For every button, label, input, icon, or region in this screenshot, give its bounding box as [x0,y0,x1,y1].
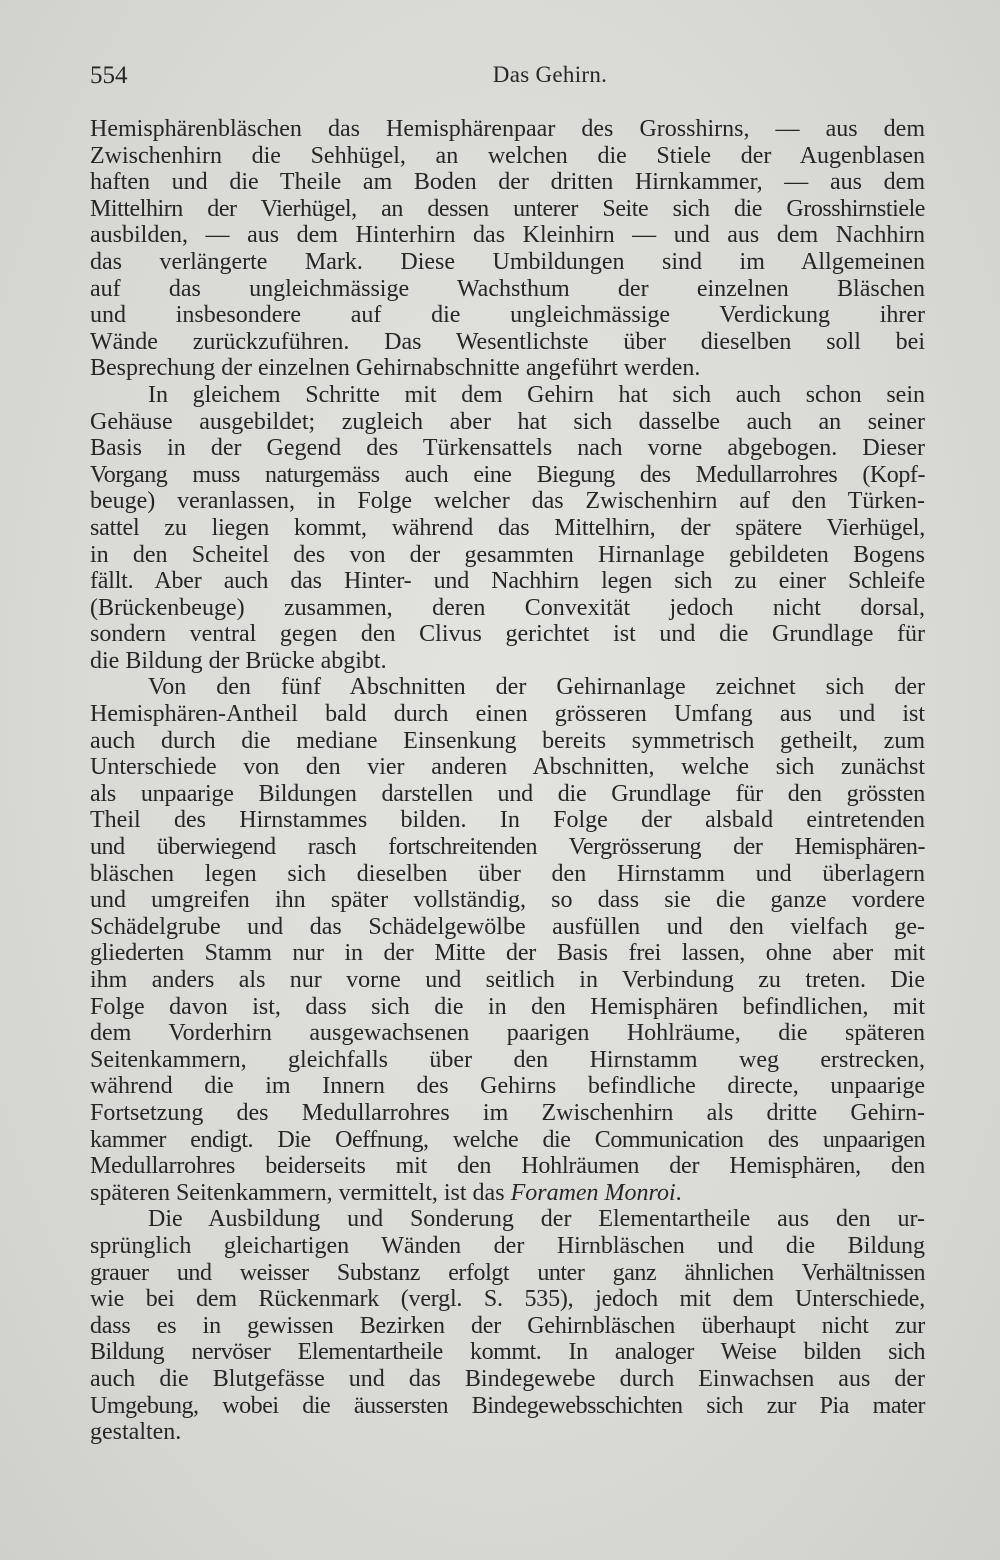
text-line: Wände zurückzuführen. Das Wesentlichste über dieselben soll bei [90,328,925,355]
text-line: Umgebung, wobei die äussersten Bindegewebsschichten sich zur Pia mater [90,1392,925,1419]
text-line: Von den fünf Abschnitten der Gehirnanlage zeichnet sich der [148,674,925,701]
text-line: Vorgang muss naturgemäss auch eine Biegung des Medullarrohres (Kopf- [90,461,925,488]
text-line: gliederten Stamm nur in der Mitte der Basis frei lassen, ohne aber mit [90,940,925,967]
running-title: Das Gehirn. [492,62,608,87]
text-line: sondern ventral gegen den Clivus gerichtet ist und die Grundlage für [90,621,925,648]
text-line: und überwiegend rasch fortschreitenden Vergrösserung der Hemisphären- [90,834,925,861]
paragraph-4 [90,1206,925,1445]
text-line: und umgreifen ihn später vollständig, so dass sie die ganze vordere [90,887,925,914]
text-line: Medullarrohres beiderseits mit den Hohlräumen der Hemisphären, den [90,1153,925,1180]
text-line: das verlängerte Mark. Diese Umbildungen sind im Allgemeinen [90,248,925,275]
latin-term: Foramen Monroi [510,1179,676,1206]
paragraph-3 [90,674,925,1206]
text-line: wie bei dem Rückenmark (vergl. S. 535), jedoch mit dem Unterschiede, [90,1286,925,1313]
text-line: auch durch die mediane Einsenkung bereits symmetrisch getheilt, zum [90,727,925,754]
text-line: auf das ungleichmässige Wachsthum der einzelnen Bläschen [90,275,925,302]
text-line: Gehäuse ausgebildet; zugleich aber hat sich dasselbe auch an seiner [90,408,925,435]
text-line: ihm anders als nur vorne und seitlich in Verbindung zu treten. Die [90,967,925,993]
text-line: ausbilden, — aus dem Hinterhirn das Kleinhirn — und aus dem Nachhirn [90,222,925,249]
paragraph-1 [90,116,925,382]
text-line: Zwischenhirn die Sehhügel, an welchen die Stiele der Augenblasen [90,142,925,169]
text-line: Unterschiede von den vier anderen Abschnitten, welche sich zunächst [90,754,925,781]
text-line: während die im Innern des Gehirns befindliche directe, unpaarige [90,1073,925,1100]
page-header [90,62,925,96]
body-text [90,116,925,1446]
text-line: in den Scheitel des von der gesammten Hirnanlage gebildeten Bogens [90,541,925,568]
text-line: kammer endigt. Die Oeffnung, welche die Communication des unpaarigen [90,1126,925,1153]
text-line: als unpaarige Bildungen darstellen und die Grundlage für den grössten [90,780,925,807]
text-line: haften und die Theile am Boden der dritten Hirnkammer, — aus dem [90,169,925,196]
text-line: dass es in gewissen Bezirken der Gehirnbläschen überhaupt nicht zur [90,1312,925,1339]
text-line: die Bildung der Brücke abgibt. [90,647,387,674]
text-line: Die Ausbildung und Sonderung der Elementartheile aus den ur- [148,1206,925,1233]
text-line: Hemisphären-Antheil bald durch einen grösseren Umfang aus und ist [90,701,925,728]
text-line: Schädelgrube und das Schädelgewölbe ausfüllen und den vielfach ge- [90,913,925,940]
text-line: auch die Blutgefässe und das Bindegewebe durch Einwachsen aus der [90,1365,925,1392]
text-line: Hemisphärenbläschen das Hemisphärenpaar des Grosshirns, — aus dem [90,116,925,142]
text-line: bläschen legen sich dieselben über den Hirnstamm und überlagern [90,860,925,887]
text-line: sattel zu liegen kommt, während das Mittelhirn, der spätere Vierhügel, [90,514,925,541]
text-line: Theil des Hirnstammes bilden. In Folge der alsbald eintretenden [90,807,925,834]
text-line: Folge davon ist, dass sich die in den Hemisphären befindlichen, mit [90,993,925,1020]
text-line: sprünglich gleichartigen Wänden der Hirnbläschen und die Bildung [90,1232,925,1259]
text-line: grauer und weisser Substanz erfolgt unter ganz ähnlichen Verhältnissen [90,1259,925,1286]
text-line: In gleichem Schritte mit dem Gehirn hat sich auch schon sein [148,381,925,408]
text-line: gestalten. [90,1419,182,1446]
page-number: 554 [90,62,128,89]
text-line: beuge) veranlassen, in Folge welcher das Zwischenhirn auf den Türken- [90,488,925,515]
text-line: (Brückenbeuge) zusammen, deren Convexität jedoch nicht dorsal, [90,594,925,621]
text-line: und insbesondere auf die ungleichmässige Verdickung ihrer [90,302,925,329]
text-line: Besprechung der einzelnen Gehirnabschnitte angeführt werden. [90,355,701,382]
text-line: dem Vorderhirn ausgewachsenen paarigen Hohlräume, die späteren [90,1020,925,1047]
text-line: Fortsetzung des Medullarrohres im Zwischenhirn als dritte Gehirn- [90,1099,925,1126]
paragraph-2 [90,382,925,675]
text-line: fällt. Aber auch das Hinter- und Nachhirn legen sich zu einer Schleife [90,568,925,595]
text-line: späteren Seitenkammern, vermittelt, ist das Foramen Monroi. [90,1179,682,1206]
text-line: Bildung nervöser Elementartheile kommt. In analoger Weise bilden sich [90,1339,925,1366]
text-line: Mittelhirn der Vierhügel, an dessen unterer Seite sich die Grosshirnstiele [90,195,925,222]
text-line: Basis in der Gegend des Türkensattels nach vorne abgebogen. Dieser [90,435,925,462]
text-line: Seitenkammern, gleichfalls über den Hirnstamm weg erstrecken, [90,1046,925,1073]
